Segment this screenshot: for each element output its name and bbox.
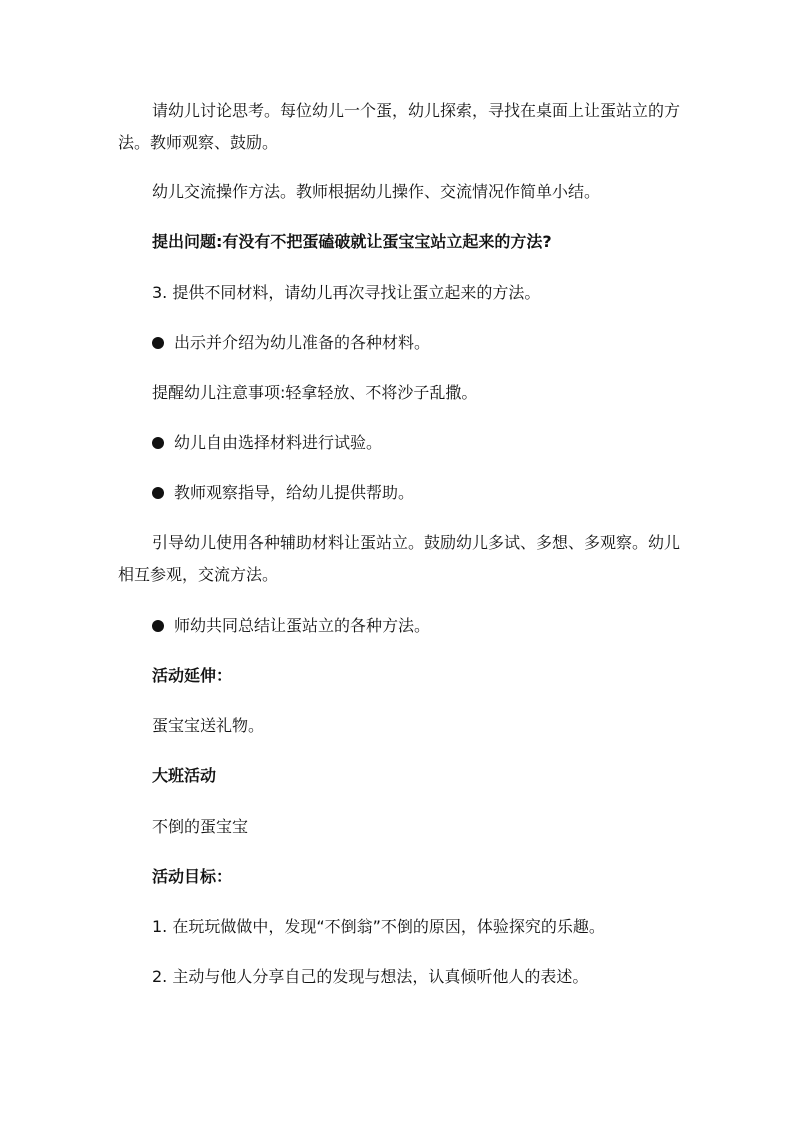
goal-item-2: 2. 主动与他人分享自己的发现与想法，认真倾听他人的表述。	[152, 967, 589, 986]
goal-item-1: 1. 在玩玩做做中，发现“不倒翁”不倒的原因，体验探究的乐趣。	[152, 917, 605, 936]
heading-activity-goals: 活动目标：	[152, 867, 233, 886]
heading-activity-extension: 活动延伸：	[152, 666, 233, 685]
heading-senior-class-activity: 大班活动	[152, 766, 217, 785]
bullet-item-text: 幼儿自由选择材料进行试验。	[174, 433, 383, 452]
bullet-item-text: 教师观察指导，给幼儿提供帮助。	[174, 483, 415, 502]
paragraph-exchange-methods: 幼儿交流操作方法。教师根据幼儿操作、交流情况作简单小结。	[152, 182, 601, 201]
bullet-item-free-choice	[152, 427, 722, 459]
paragraph-discuss-think: 请幼儿讨论思考。每位幼儿一个蛋，幼儿探索，寻找在桌面上让蛋站立的方法。教师观察、鼓励。	[118, 101, 681, 152]
bullet-item-teacher-guide	[152, 477, 722, 509]
bullet-dot-icon	[152, 620, 164, 632]
paragraph-raise-question: 提出问题:有没有不把蛋磕破就让蛋宝宝站立起来的方法?	[152, 232, 552, 251]
paragraph-step-3: 3. 提供不同材料，请幼儿再次寻找让蛋立起来的方法。	[152, 283, 541, 302]
activity-title: 不倒的蛋宝宝	[152, 817, 249, 836]
bullet-item-text: 出示并介绍为幼儿准备的各种材料。	[174, 333, 431, 352]
paragraph-reminder: 提醒幼儿注意事项:轻拿轻放、不将沙子乱撒。	[152, 383, 478, 402]
bullet-item-summarize	[152, 610, 722, 642]
bullet-dot-icon	[152, 487, 164, 499]
paragraph-guide-use-materials: 引导幼儿使用各种辅助材料让蛋站立。鼓励幼儿多试、多想、多观察。幼儿相互参观，交流方法。	[118, 533, 681, 584]
bullet-item-show-materials	[152, 327, 722, 359]
bullet-dot-icon	[152, 437, 164, 449]
bullet-dot-icon	[152, 337, 164, 349]
bullet-item-text: 师幼共同总结让蛋站立的各种方法。	[174, 616, 431, 635]
paragraph-gift: 蛋宝宝送礼物。	[152, 716, 265, 735]
